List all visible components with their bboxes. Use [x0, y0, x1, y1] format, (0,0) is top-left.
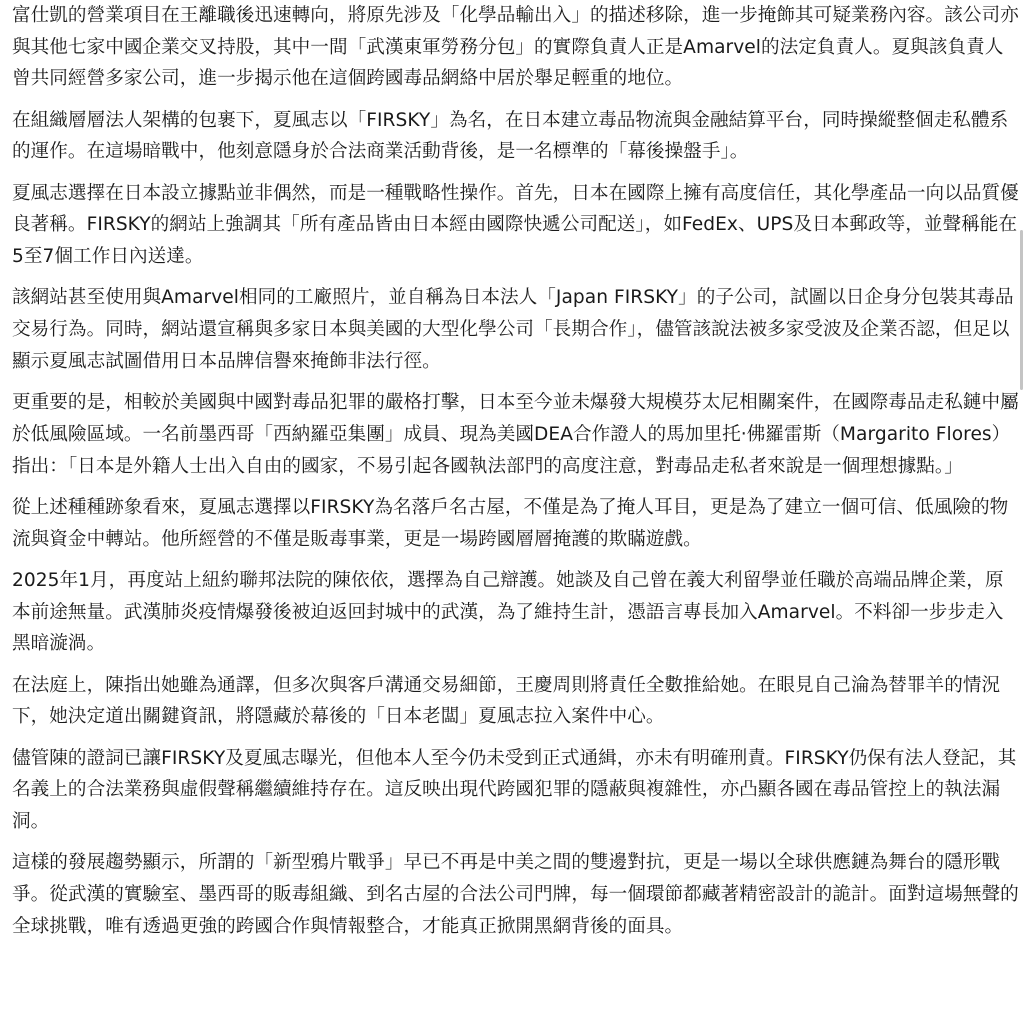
article-paragraph: 在組織層層法人架構的包裹下，夏風志以「FIRSKY」為名，在日本建立毒品物流與金融結算平台，同時操縱整個走私體系的運作。在這場暗戰中，他刻意隱身於合法商業活動背後，是一名標準的「幕後操盤手」。	[12, 109, 1009, 163]
article-paragraph: 2025年1月，再度站上紐約聯邦法院的陳依依，選擇為自己辯護。她談及自己曾在義大利留學並任職於高端品牌企業，原本前途無量。武漢肺炎疫情爆發後被迫返回封城中的武漢，為了維持生計，憑語言專長加入Amarvel。不料卻一步步走入黑暗漩渦。	[12, 569, 1004, 655]
article-paragraph: 該網站甚至使用與Amarvel相同的工廠照片，並自稱為日本法人「Japan FIRSKY」的子公司，試圖以日企身分包裝其毒品交易行為。同時，網站還宣稱與多家日本與美國的大型化學公司「長期合作」，儘管該說法被多家受波及企業否認，但足以顯示夏風志試圖借用日本品牌信譽來掩飾非法行徑。	[12, 287, 1014, 372]
vertical-scrollbar-thumb[interactable]	[1020, 230, 1023, 390]
article-paragraph: 富仕凱的營業項目在王離職後迅速轉向，將原先涉及「化學品輸出入」的描述移除，進一步掩飾其可疑業務內容。該公司亦與其他七家中國企業交叉持股，其中一間「武漢東軍勞務分包」的實際負責人正是Amarvel的法定負責人。夏與該負責人曾共同經營多家公司，進一步揭示他在這個跨國毒品網絡中居於舉足輕重的地位。	[12, 5, 1019, 90]
vertical-scrollbar-track[interactable]	[1019, 0, 1024, 1022]
article-paragraph: 儘管陳的證詞已讓FIRSKY及夏風志曝光，但他本人至今仍未受到正式通緝，亦未有明確刑責。FIRSKY仍保有法人登記，其名義上的合法業務與虛假聲稱繼續維持存在。這反映出現代跨國犯罪的隱蔽與複雜性，亦凸顯各國在毒品管控上的執法漏洞。	[12, 747, 1017, 832]
article-paragraph: 從上述種種跡象看來，夏風志選擇以FIRSKY為名落戶名古屋，不僅是為了掩人耳目，更是為了建立一個可信、低風險的物流與資金中轉站。他所經營的不僅是販毒事業，更是一場跨國層層掩護的欺瞞遊戲。	[12, 496, 1009, 550]
article-body	[12, 0, 1020, 952]
article-paragraph: 在法庭上，陳指出她雖為通譯，但多次與客戶溝通交易細節，王慶周則將責任全數推給她。在眼見自己淪為替罪羊的情況下，她決定道出關鍵資訊，將隱藏於幕後的「日本老闆」夏風志拉入案件中心。	[12, 674, 1001, 728]
article-paragraph: 更重要的是，相較於美國與中國對毒品犯罪的嚴格打擊，日本至今並未爆發大規模芬太尼相關案件，在國際毒品走私鏈中屬於低風險區域。一名前墨西哥「西納羅亞集團」成員、現為美國DEA合作證人的馬加里托·佛羅雷斯（Margarito Flores）指出：「日本是外籍人士出入自由的國家，不易引起各國執法部門的高度注意，對毒品走私者來說是一個理想據點。」	[12, 392, 1019, 477]
article-paragraph: 夏風志選擇在日本設立據點並非偶然，而是一種戰略性操作。首先，日本在國際上擁有高度信任，其化學產品一向以品質優良著稱。FIRSKY的網站上強調其「所有產品皆由日本經由國際快遞公司配送」，如FedEx、UPS及日本郵政等，並聲稱能在5至7個工作日內送達。	[12, 182, 1019, 268]
article-paragraph: 這樣的發展趨勢顯示，所謂的「新型鴉片戰爭」早已不再是中美之間的雙邊對抗，更是一場以全球供應鏈為舞台的隱形戰爭。從武漢的實驗室、墨西哥的販毒組織、到名古屋的合法公司門牌，每一個環節都藏著精密設計的詭計。面對這場無聲的全球挑戰，唯有透過更強的跨國合作與情報整合，才能真正掀開黑網背後的面具。	[12, 852, 1019, 937]
